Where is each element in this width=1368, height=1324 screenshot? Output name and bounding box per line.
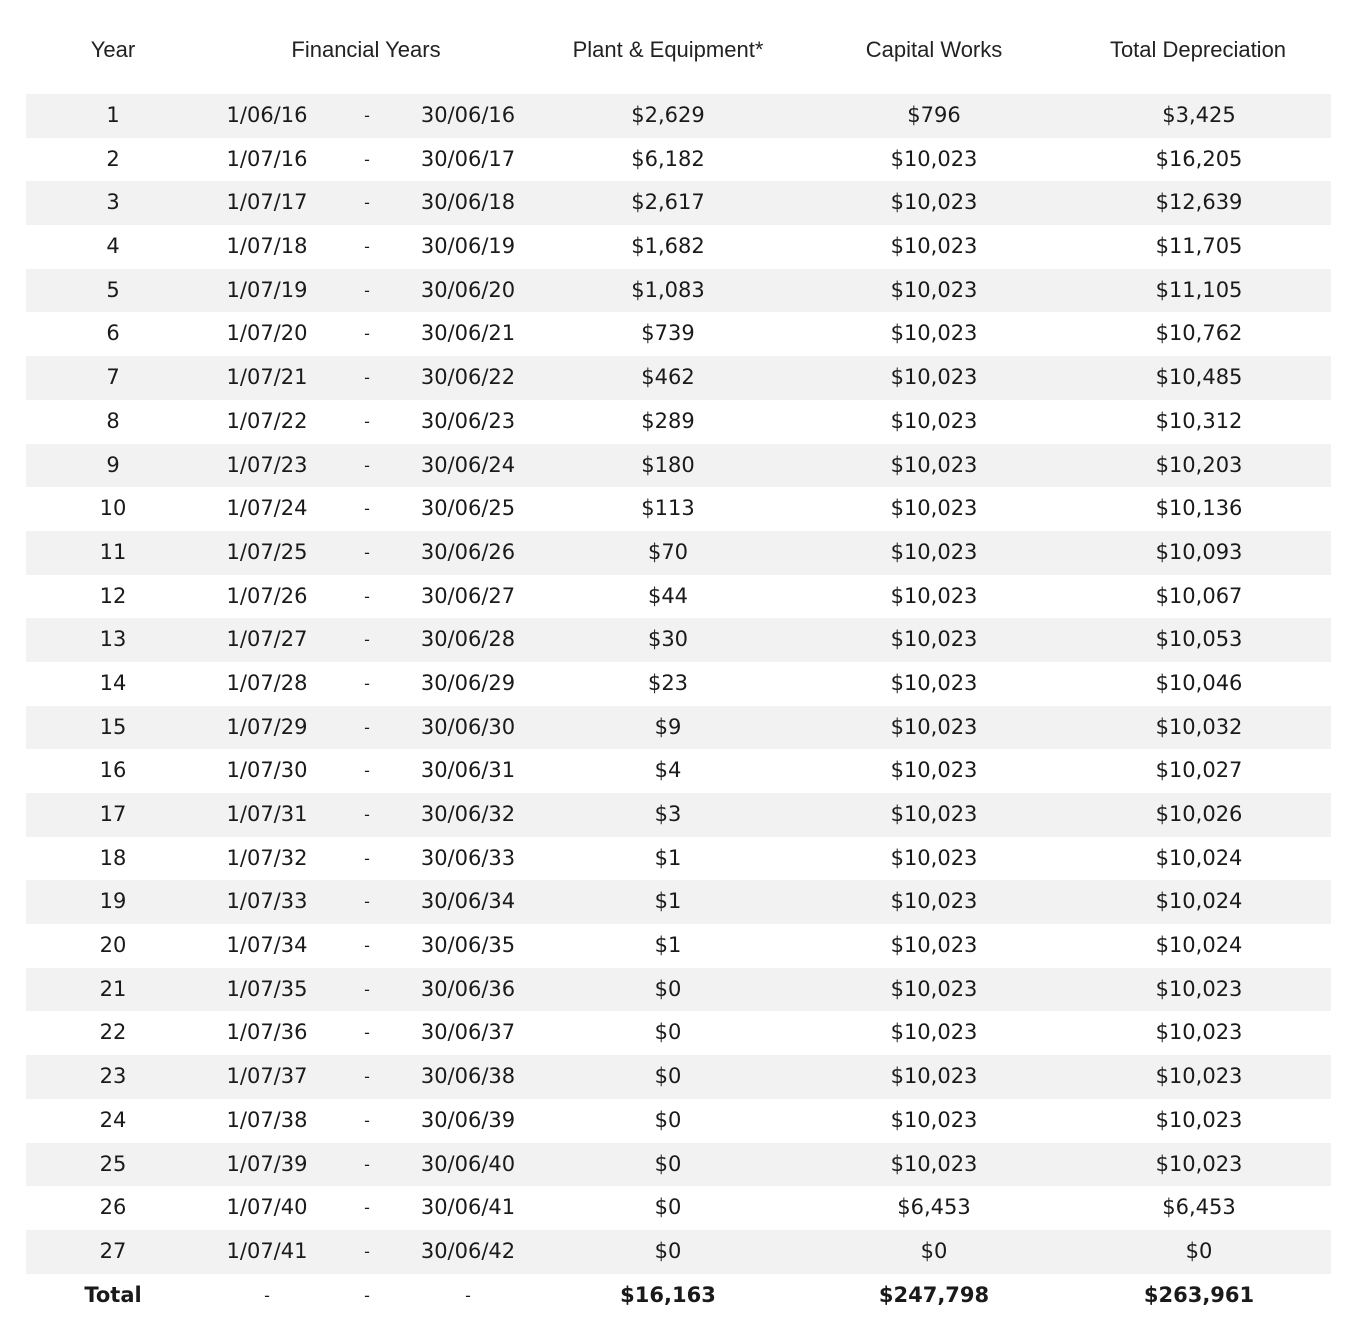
- period-end-cell: 30/06/38: [420, 1064, 516, 1089]
- capital-works-cell: $10,023: [890, 1151, 978, 1176]
- capital-works-cell: $10,023: [890, 365, 978, 390]
- total-depreciation-cell: $12,639: [1155, 190, 1243, 215]
- period-separator: -: [364, 237, 370, 257]
- table-row: [26, 793, 1331, 837]
- table-row: [26, 1143, 1331, 1187]
- plant-equipment-cell: $289: [641, 408, 695, 433]
- period-separator: -: [364, 717, 370, 737]
- period-separator: -: [364, 848, 370, 868]
- period-start-cell: 1/07/41: [226, 1238, 308, 1263]
- year-cell: 27: [99, 1238, 127, 1263]
- period-start-cell: 1/07/35: [226, 976, 308, 1001]
- period-start-cell: 1/07/17: [226, 190, 308, 215]
- year-cell: 17: [99, 802, 127, 826]
- capital-works-cell: $10,023: [890, 146, 978, 171]
- header-year: Year: [90, 37, 136, 62]
- total-depreciation-cell: $10,053: [1155, 627, 1243, 652]
- period-start-cell: 1/07/16: [226, 146, 308, 171]
- table-row: [26, 1186, 1331, 1230]
- total-depreciation-cell: $10,136: [1155, 496, 1243, 521]
- year-cell: 23: [99, 1064, 127, 1089]
- period-separator: -: [364, 979, 370, 999]
- year-cell: 26: [99, 1195, 127, 1220]
- plant-equipment-cell: $0: [654, 1064, 682, 1089]
- year-cell: 25: [99, 1151, 127, 1176]
- plant-equipment-cell: $0: [654, 976, 682, 1001]
- table-row: [26, 1055, 1331, 1099]
- capital-works-cell: $10,023: [890, 190, 978, 215]
- period-separator: -: [364, 805, 370, 824]
- period-end-cell: 30/06/19: [420, 234, 516, 259]
- total-depreciation-sum: $263,961: [1143, 1282, 1255, 1307]
- capital-works-cell: $10,023: [890, 539, 978, 564]
- period-start-cell: 1/07/25: [226, 539, 308, 564]
- capital-works-cell: $796: [907, 103, 961, 127]
- period-separator: -: [364, 1023, 370, 1043]
- period-end-cell: 30/06/23: [420, 408, 516, 433]
- total-capital-works: $247,798: [878, 1282, 990, 1307]
- period-start-cell: 1/07/29: [226, 714, 308, 739]
- plant-equipment-cell: $462: [641, 365, 695, 390]
- year-cell: 14: [99, 670, 127, 695]
- year-cell: 3: [106, 190, 120, 215]
- capital-works-cell: $10,023: [890, 627, 978, 652]
- total-depreciation-cell: $10,023: [1155, 1151, 1243, 1176]
- capital-works-cell: $10,023: [890, 889, 978, 914]
- year-cell: 12: [99, 583, 127, 608]
- plant-equipment-cell: $0: [654, 1020, 682, 1045]
- period-separator: -: [364, 411, 370, 431]
- total-row: [26, 1274, 1331, 1318]
- capital-works-cell: $10,023: [890, 1064, 978, 1089]
- plant-equipment-cell: $4: [654, 758, 682, 783]
- period-end-cell: 30/06/35: [420, 933, 516, 958]
- total-depreciation-cell: $10,023: [1155, 1020, 1243, 1045]
- year-cell: 9: [106, 452, 120, 477]
- year-cell: 16: [99, 758, 127, 783]
- table-body: [26, 94, 1331, 1317]
- capital-works-cell: $10,023: [890, 452, 978, 477]
- period-end-cell: 30/06/16: [420, 103, 516, 127]
- total-depreciation-cell: $10,067: [1155, 583, 1243, 608]
- year-cell: 24: [99, 1107, 127, 1132]
- plant-equipment-cell: $113: [641, 496, 695, 521]
- period-end-cell: 30/06/39: [420, 1107, 516, 1132]
- table-row: [26, 1011, 1331, 1055]
- capital-works-cell: $10,023: [890, 976, 978, 1001]
- capital-works-cell: $10,023: [890, 408, 978, 433]
- header-capital-works: Capital Works: [865, 37, 1003, 62]
- period-separator: -: [364, 106, 370, 125]
- header-total-depreciation: Total Depreciation: [1109, 37, 1287, 62]
- table-row: [26, 94, 1331, 138]
- plant-equipment-cell: $0: [654, 1151, 682, 1176]
- table-row: [26, 880, 1331, 924]
- period-end-cell: 30/06/31: [420, 758, 516, 783]
- plant-equipment-cell: $1,682: [631, 234, 705, 259]
- year-cell: 15: [99, 714, 127, 739]
- plant-equipment-cell: $2,629: [631, 103, 705, 127]
- total-depreciation-cell: $10,093: [1155, 539, 1243, 564]
- period-end-cell: 30/06/25: [420, 496, 516, 521]
- year-cell: 1: [106, 103, 120, 127]
- period-separator: -: [364, 1110, 370, 1130]
- period-end-cell: 30/06/30: [420, 714, 516, 739]
- plant-equipment-cell: $9: [654, 714, 682, 739]
- period-start-cell: 1/07/36: [226, 1020, 308, 1045]
- plant-equipment-cell: $30: [647, 627, 689, 652]
- total-depreciation-cell: $0: [1185, 1238, 1213, 1263]
- year-cell: 21: [99, 976, 127, 1001]
- period-separator: -: [364, 280, 370, 300]
- capital-works-cell: $10,023: [890, 714, 978, 739]
- plant-equipment-cell: $44: [647, 583, 689, 608]
- total-depreciation-cell: $11,105: [1155, 277, 1243, 302]
- capital-works-cell: $10,023: [890, 321, 978, 346]
- capital-works-cell: $10,023: [890, 496, 978, 521]
- period-start-cell: 1/06/16: [226, 103, 308, 127]
- capital-works-cell: $10,023: [890, 845, 978, 870]
- plant-equipment-cell: $23: [647, 670, 689, 695]
- total-depreciation-cell: $10,027: [1155, 758, 1243, 783]
- plant-equipment-cell: $6,182: [631, 146, 705, 171]
- table-row: [26, 400, 1331, 444]
- year-cell: 22: [99, 1020, 127, 1045]
- period-end-cell: 30/06/26: [420, 539, 516, 564]
- total-depreciation-cell: $11,705: [1155, 234, 1243, 259]
- period-start-cell: 1/07/38: [226, 1107, 308, 1132]
- period-start-cell: 1/07/19: [226, 277, 308, 302]
- period-end-cell: 30/06/18: [420, 190, 516, 215]
- total-depreciation-cell: $10,032: [1155, 714, 1243, 739]
- year-cell: 4: [106, 234, 120, 259]
- table-row: [26, 531, 1331, 575]
- plant-equipment-cell: $1,083: [631, 277, 705, 302]
- period-separator: -: [364, 455, 370, 475]
- period-end-cell: 30/06/40: [420, 1151, 516, 1176]
- capital-works-cell: $10,023: [890, 1020, 978, 1045]
- header-financial-years: Financial Years: [291, 37, 441, 62]
- total-period-start: -: [264, 1285, 270, 1305]
- table-row: [26, 269, 1331, 313]
- plant-equipment-cell: $180: [641, 452, 695, 477]
- period-end-cell: 30/06/17: [420, 146, 516, 171]
- period-separator: -: [364, 1198, 370, 1218]
- table-row: [26, 312, 1331, 356]
- period-start-cell: 1/07/37: [226, 1064, 308, 1089]
- period-end-cell: 30/06/41: [420, 1195, 516, 1220]
- period-end-cell: 30/06/29: [420, 670, 516, 695]
- period-end-cell: 30/06/42: [420, 1238, 516, 1263]
- capital-works-cell: $10,023: [890, 758, 978, 783]
- plant-equipment-cell: $2,617: [631, 190, 705, 215]
- header-plant-equipment: Plant & Equipment*: [572, 37, 764, 62]
- period-separator: -: [364, 1241, 370, 1261]
- plant-equipment-cell: $3: [654, 802, 682, 826]
- plant-equipment-cell: $1: [654, 933, 682, 958]
- period-separator: -: [364, 1154, 370, 1174]
- table-row: [26, 1230, 1331, 1274]
- total-depreciation-cell: $10,203: [1155, 452, 1243, 477]
- plant-equipment-cell: $70: [647, 539, 689, 564]
- period-separator: -: [364, 193, 370, 213]
- year-cell: 7: [106, 365, 120, 390]
- period-end-cell: 30/06/32: [420, 802, 516, 826]
- capital-works-cell: $6,453: [897, 1195, 971, 1220]
- plant-equipment-cell: $0: [654, 1238, 682, 1263]
- period-start-cell: 1/07/23: [226, 452, 308, 477]
- period-separator: -: [364, 368, 370, 388]
- period-start-cell: 1/07/20: [226, 321, 308, 346]
- period-end-cell: 30/06/33: [420, 845, 516, 870]
- table-row: [26, 1099, 1331, 1143]
- period-end-cell: 30/06/21: [420, 321, 516, 346]
- period-end-cell: 30/06/34: [420, 889, 516, 914]
- table-row: [26, 706, 1331, 750]
- capital-works-cell: $10,023: [890, 933, 978, 958]
- period-start-cell: 1/07/40: [226, 1195, 308, 1220]
- table-row: [26, 618, 1331, 662]
- total-depreciation-cell: $10,312: [1155, 408, 1243, 433]
- total-depreciation-cell: $10,023: [1155, 1064, 1243, 1089]
- capital-works-cell: $10,023: [890, 1107, 978, 1132]
- table-row: [26, 225, 1331, 269]
- total-period-separator: -: [364, 1285, 370, 1305]
- total-depreciation-cell: $10,026: [1155, 802, 1243, 826]
- plant-equipment-cell: $739: [641, 321, 695, 346]
- table-row: [26, 575, 1331, 619]
- total-depreciation-cell: $16,205: [1155, 146, 1243, 171]
- capital-works-cell: $10,023: [890, 802, 978, 826]
- period-start-cell: 1/07/27: [226, 627, 308, 652]
- table-row: [26, 837, 1331, 881]
- table-row: [26, 487, 1331, 531]
- period-separator: -: [364, 892, 370, 912]
- period-separator: -: [364, 630, 370, 650]
- year-cell: 6: [106, 321, 120, 346]
- period-separator: -: [364, 149, 370, 169]
- period-start-cell: 1/07/32: [226, 845, 308, 870]
- year-cell: 13: [99, 627, 127, 652]
- total-depreciation-cell: $10,762: [1155, 321, 1243, 346]
- total-depreciation-cell: $10,023: [1155, 1107, 1243, 1132]
- table-row: [26, 749, 1331, 793]
- period-separator: -: [364, 324, 370, 344]
- year-cell: 19: [99, 889, 127, 914]
- year-cell: 10: [99, 496, 127, 521]
- period-separator: -: [364, 499, 370, 519]
- capital-works-cell: $0: [920, 1238, 948, 1263]
- period-start-cell: 1/07/24: [226, 496, 308, 521]
- total-depreciation-cell: $10,024: [1155, 889, 1243, 914]
- period-start-cell: 1/07/39: [226, 1151, 308, 1176]
- table-row: [26, 181, 1331, 225]
- plant-equipment-cell: $0: [654, 1107, 682, 1132]
- total-plant-equipment: $16,163: [620, 1282, 716, 1307]
- year-cell: 11: [99, 539, 127, 564]
- table-row: [26, 138, 1331, 182]
- table-row: [26, 356, 1331, 400]
- period-start-cell: 1/07/33: [226, 889, 308, 914]
- period-separator: -: [364, 673, 370, 693]
- period-start-cell: 1/07/22: [226, 408, 308, 433]
- period-start-cell: 1/07/26: [226, 583, 308, 608]
- period-end-cell: 30/06/36: [420, 976, 516, 1001]
- period-start-cell: 1/07/34: [226, 933, 308, 958]
- period-separator: -: [364, 542, 370, 562]
- table-row: [26, 968, 1331, 1012]
- period-separator: -: [364, 936, 370, 956]
- capital-works-cell: $10,023: [890, 277, 978, 302]
- year-cell: 5: [106, 277, 120, 302]
- period-start-cell: 1/07/18: [226, 234, 308, 259]
- year-cell: 2: [106, 146, 120, 171]
- total-label: Total: [84, 1282, 142, 1307]
- total-depreciation-cell: $10,023: [1155, 976, 1243, 1001]
- total-depreciation-cell: $10,485: [1155, 365, 1243, 390]
- total-depreciation-cell: $6,453: [1162, 1195, 1236, 1220]
- period-start-cell: 1/07/30: [226, 758, 308, 783]
- plant-equipment-cell: $1: [654, 845, 682, 870]
- period-end-cell: 30/06/28: [420, 627, 516, 652]
- period-start-cell: 1/07/21: [226, 365, 308, 390]
- period-end-cell: 30/06/20: [420, 277, 516, 302]
- period-end-cell: 30/06/37: [420, 1020, 516, 1045]
- period-end-cell: 30/06/27: [420, 583, 516, 608]
- year-cell: 20: [99, 933, 127, 958]
- plant-equipment-cell: $0: [654, 1195, 682, 1220]
- total-depreciation-cell: $10,024: [1155, 933, 1243, 958]
- table-header: [26, 30, 1331, 70]
- period-separator: -: [364, 586, 370, 606]
- period-separator: -: [364, 761, 370, 781]
- capital-works-cell: $10,023: [890, 670, 978, 695]
- capital-works-cell: $10,023: [890, 583, 978, 608]
- period-separator: -: [364, 1067, 370, 1087]
- table-row: [26, 924, 1331, 968]
- total-depreciation-cell: $3,425: [1162, 103, 1236, 127]
- year-cell: 18: [99, 845, 127, 870]
- period-start-cell: 1/07/31: [226, 802, 308, 826]
- capital-works-cell: $10,023: [890, 234, 978, 259]
- period-start-cell: 1/07/28: [226, 670, 308, 695]
- period-end-cell: 30/06/22: [420, 365, 516, 390]
- total-period-end: -: [465, 1285, 471, 1305]
- total-depreciation-cell: $10,024: [1155, 845, 1243, 870]
- total-depreciation-cell: $10,046: [1155, 670, 1243, 695]
- year-cell: 8: [106, 408, 120, 433]
- plant-equipment-cell: $1: [654, 889, 682, 914]
- table-row: [26, 444, 1331, 488]
- table-row: [26, 662, 1331, 706]
- period-end-cell: 30/06/24: [420, 452, 516, 477]
